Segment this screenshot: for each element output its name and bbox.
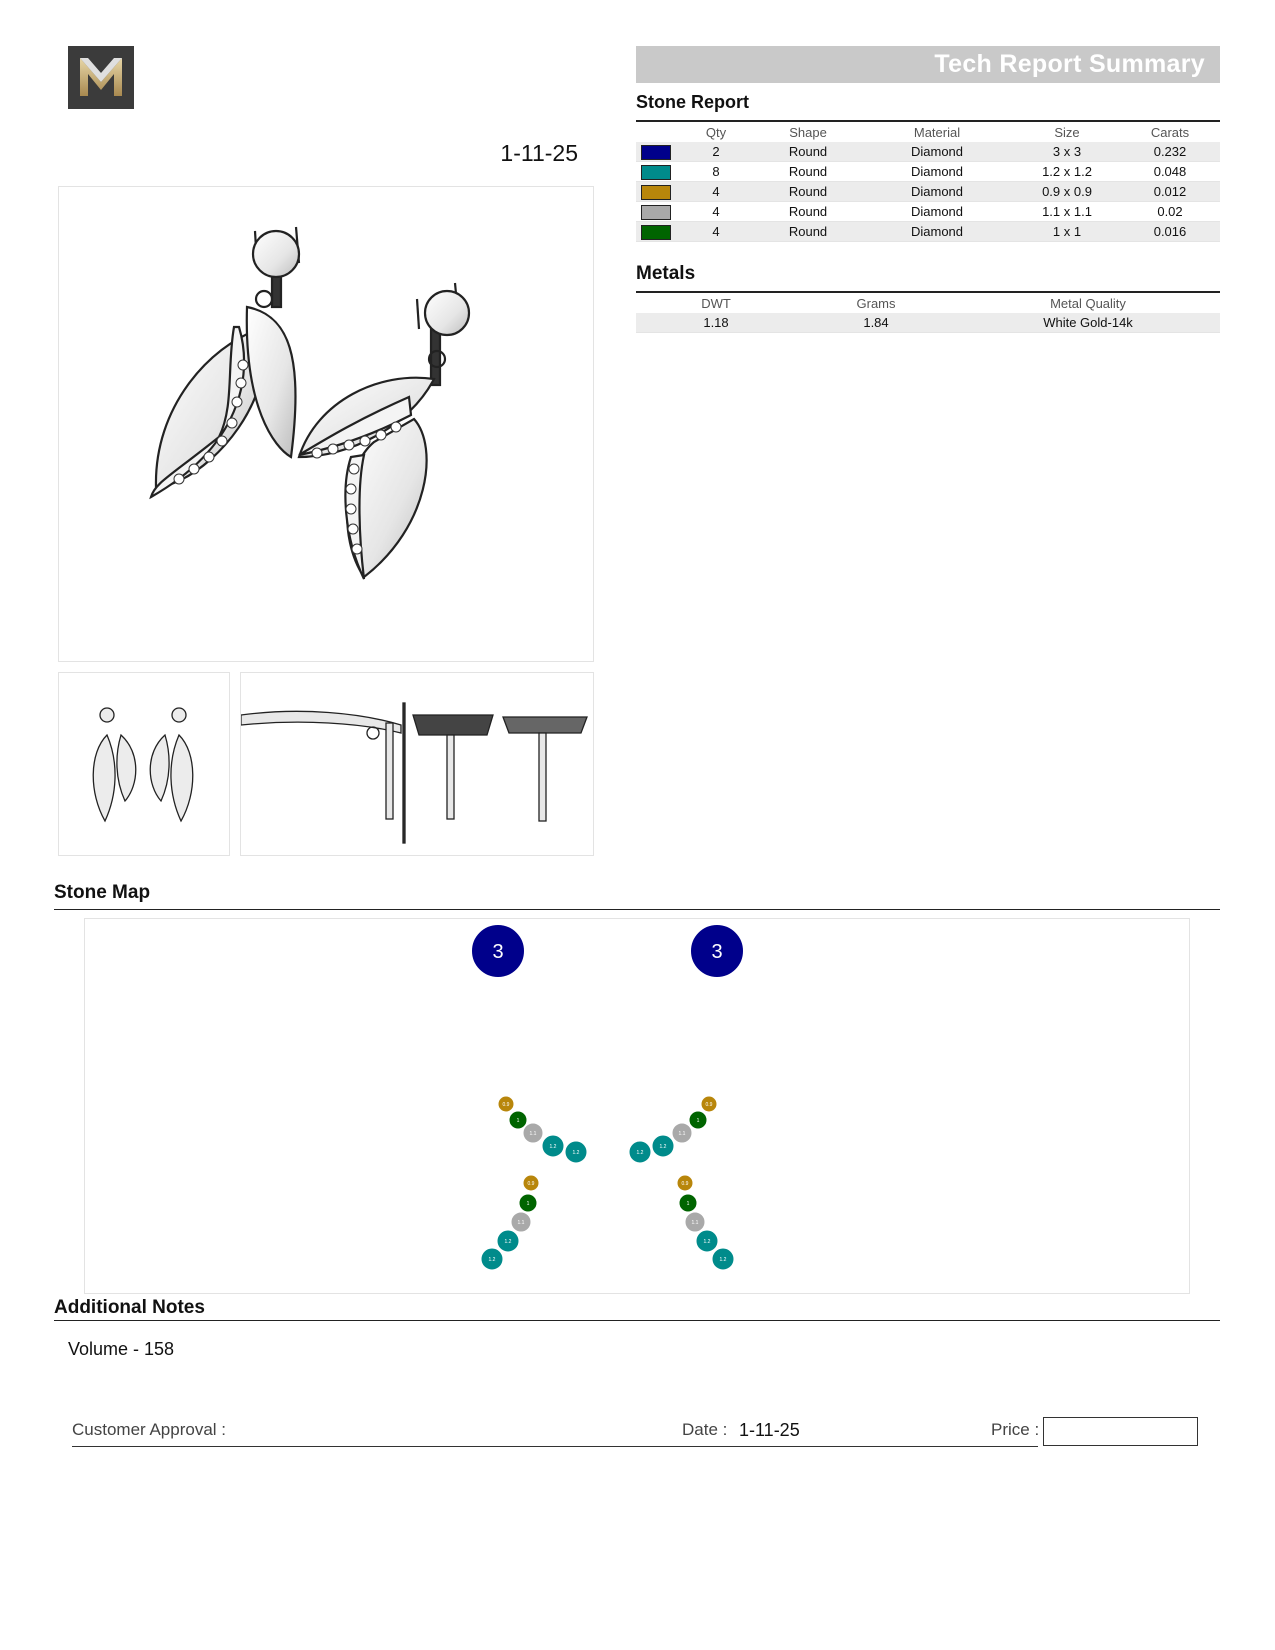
stone-size-label: 1.1 bbox=[517, 1220, 525, 1226]
customer-approval-line[interactable] bbox=[72, 1446, 1038, 1447]
date-value: 1-11-25 bbox=[739, 1420, 800, 1440]
stone-color-swatch bbox=[641, 145, 671, 160]
shape-cell: Round bbox=[756, 162, 860, 182]
company-logo bbox=[68, 46, 134, 109]
carats-cell: 0.02 bbox=[1120, 202, 1220, 222]
qty-cell: 4 bbox=[676, 222, 756, 242]
stone-size-label: 3 bbox=[711, 941, 723, 963]
small-stone bbox=[629, 1141, 651, 1163]
small-stone bbox=[685, 1212, 705, 1232]
grams-cell: 1.84 bbox=[796, 313, 956, 333]
col-shape: Shape bbox=[789, 125, 827, 140]
shape-cell: Round bbox=[756, 182, 860, 202]
stone-map-divider bbox=[54, 909, 1220, 910]
stone-size-label: 1 bbox=[516, 1118, 520, 1124]
qty-cell: 8 bbox=[676, 162, 756, 182]
report-title-bar bbox=[636, 46, 1220, 83]
stone-size-label: 1.2 bbox=[719, 1257, 727, 1263]
stone-color-swatch bbox=[641, 165, 671, 180]
small-stone bbox=[511, 1212, 531, 1232]
table-row bbox=[636, 222, 1220, 242]
main-earring-render bbox=[58, 186, 594, 662]
material-cell: Diamond bbox=[860, 162, 1014, 182]
small-stone bbox=[689, 1111, 707, 1129]
stone-size-label: 0.9 bbox=[527, 1181, 535, 1187]
small-stone bbox=[696, 1230, 718, 1252]
stone-color-swatch bbox=[641, 225, 671, 240]
metals-table bbox=[636, 294, 1220, 333]
carats-cell: 0.232 bbox=[1120, 142, 1220, 162]
material-cell: Diamond bbox=[860, 182, 1014, 202]
table-row bbox=[636, 182, 1220, 202]
side-view-thumbnail bbox=[240, 672, 594, 856]
size-cell: 1 x 1 bbox=[1014, 222, 1120, 242]
size-cell: 1.2 x 1.2 bbox=[1014, 162, 1120, 182]
material-cell: Diamond bbox=[860, 222, 1014, 242]
carats-cell: 0.012 bbox=[1120, 182, 1220, 202]
side-view-image bbox=[241, 673, 593, 855]
dwt-cell: 1.18 bbox=[636, 313, 796, 333]
stone-map-panel bbox=[84, 918, 1190, 1294]
earring-render-image bbox=[59, 187, 593, 661]
stone-color-swatch bbox=[641, 205, 671, 220]
stone-size-label: 1 bbox=[696, 1118, 700, 1124]
small-stone bbox=[672, 1123, 692, 1143]
table-row bbox=[636, 313, 1220, 333]
stone-size-label: 1.2 bbox=[703, 1239, 711, 1245]
stone-map-diagram bbox=[85, 919, 1189, 1293]
carats-cell: 0.048 bbox=[1120, 162, 1220, 182]
metal-quality-cell: White Gold-14k bbox=[956, 313, 1220, 333]
small-stone bbox=[652, 1135, 674, 1157]
size-cell: 1.1 x 1.1 bbox=[1014, 202, 1120, 222]
small-stone bbox=[701, 1096, 717, 1112]
stone-size-label: 1.2 bbox=[659, 1144, 667, 1150]
size-cell: 3 x 3 bbox=[1014, 142, 1120, 162]
stone-size-label: 1 bbox=[526, 1201, 530, 1207]
shape-cell: Round bbox=[756, 222, 860, 242]
design-date: 1-11-25 bbox=[500, 140, 578, 166]
col-dwt: DWT bbox=[701, 296, 731, 311]
stone-size-label: 0.9 bbox=[705, 1102, 713, 1108]
size-cell: 0.9 x 0.9 bbox=[1014, 182, 1120, 202]
material-cell: Diamond bbox=[860, 142, 1014, 162]
stone-size-label: 1.1 bbox=[678, 1131, 686, 1137]
stone-size-label: 0.9 bbox=[502, 1102, 510, 1108]
small-stone bbox=[523, 1175, 539, 1191]
col-qty: Qty bbox=[705, 125, 727, 140]
stone-size-label: 1.2 bbox=[572, 1150, 580, 1156]
stone-table-header bbox=[636, 123, 1220, 142]
small-stone bbox=[523, 1123, 543, 1143]
small-stone bbox=[542, 1135, 564, 1157]
report-title: Tech Report Summary bbox=[934, 50, 1205, 78]
customer-approval-label: Customer Approval : bbox=[72, 1420, 227, 1439]
small-stone bbox=[677, 1175, 693, 1191]
metals-divider bbox=[636, 291, 1220, 293]
col-material: Material bbox=[913, 125, 961, 140]
shape-cell: Round bbox=[756, 142, 860, 162]
carats-cell: 0.016 bbox=[1120, 222, 1220, 242]
front-view-image bbox=[59, 673, 229, 855]
stone-color-swatch bbox=[641, 185, 671, 200]
small-stone bbox=[712, 1248, 734, 1270]
stone-report-divider bbox=[636, 120, 1220, 122]
material-cell: Diamond bbox=[860, 202, 1014, 222]
col-grams: Grams bbox=[856, 296, 896, 311]
qty-cell: 4 bbox=[676, 202, 756, 222]
front-view-thumbnail bbox=[58, 672, 230, 856]
stone-size-label: 3 bbox=[492, 941, 504, 963]
col-carats: Carats bbox=[1150, 125, 1190, 140]
stone-size-label: 1.1 bbox=[529, 1131, 537, 1137]
stone-size-label: 1.2 bbox=[504, 1239, 512, 1245]
price-label: Price : bbox=[991, 1420, 1040, 1439]
additional-notes-heading: Additional Notes bbox=[54, 1297, 205, 1318]
stone-size-label: 1.2 bbox=[636, 1150, 644, 1156]
center-stone-left bbox=[471, 924, 525, 978]
stone-size-label: 0.9 bbox=[681, 1181, 689, 1187]
small-stone bbox=[497, 1230, 519, 1252]
additional-notes-divider bbox=[54, 1320, 1220, 1321]
small-stone bbox=[679, 1194, 697, 1212]
table-row bbox=[636, 142, 1220, 162]
col-size: Size bbox=[1054, 125, 1080, 140]
stone-map-heading: Stone Map bbox=[54, 882, 151, 903]
small-stone bbox=[565, 1141, 587, 1163]
stone-size-label: 1.2 bbox=[549, 1144, 557, 1150]
stone-size-label: 1.1 bbox=[691, 1220, 699, 1226]
stone-size-label: 1.2 bbox=[488, 1257, 496, 1263]
date-label: Date : bbox=[682, 1420, 728, 1439]
qty-cell: 2 bbox=[676, 142, 756, 162]
center-stone-right bbox=[690, 924, 744, 978]
small-stone bbox=[498, 1096, 514, 1112]
metals-table-header bbox=[636, 294, 1220, 313]
small-stone bbox=[481, 1248, 503, 1270]
price-field[interactable] bbox=[1043, 1417, 1198, 1446]
stone-size-label: 1 bbox=[686, 1201, 690, 1207]
table-row bbox=[636, 202, 1220, 222]
small-stone bbox=[519, 1194, 537, 1212]
notes-text: Volume - 158 bbox=[68, 1339, 175, 1359]
metals-heading: Metals bbox=[636, 263, 696, 284]
logo-mark bbox=[68, 46, 134, 109]
col-metal-quality: Metal Quality bbox=[1050, 296, 1126, 311]
qty-cell: 4 bbox=[676, 182, 756, 202]
stone-report-table bbox=[636, 123, 1220, 242]
shape-cell: Round bbox=[756, 202, 860, 222]
table-row bbox=[636, 162, 1220, 182]
small-stone bbox=[509, 1111, 527, 1129]
stone-report-heading: Stone Report bbox=[636, 92, 750, 112]
